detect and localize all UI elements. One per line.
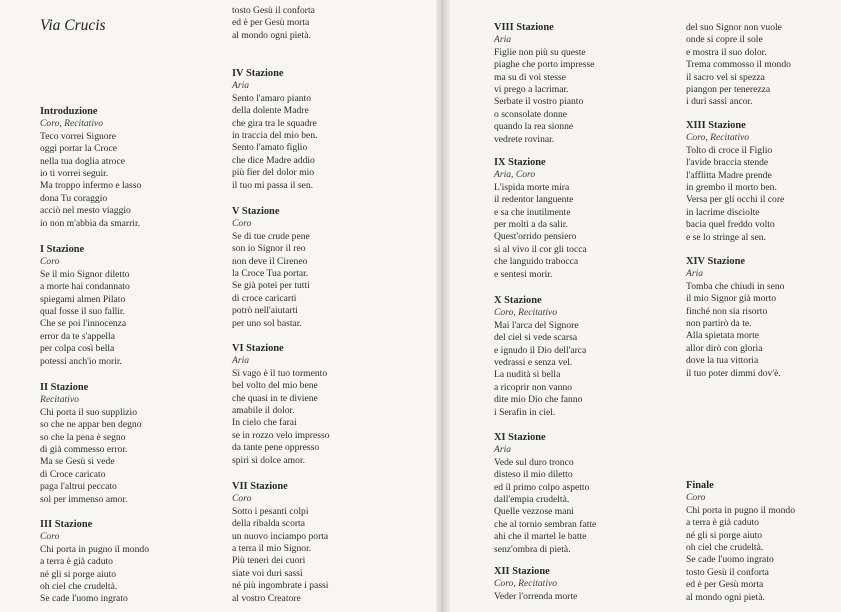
section-s2 [40,382,215,506]
verse-line: dite mio Dio che fanno [494,394,583,406]
verse-line: che gira tra le squadre [232,117,317,129]
section-s3cont [232,5,407,42]
verse-line: Se cade l'uomo ingrato [686,554,774,566]
verse-line: dove la tua vittoria [686,355,759,367]
section-heading: X Stazione [494,295,542,306]
verse-line: il sacro vel si spezza [686,71,765,83]
verse-line: io ti vorrei seguir. [40,168,109,180]
verse-line: il redentor languente [494,194,574,206]
verse-line: al mondo ogni pietà. [686,591,765,603]
verse-line: Se già potei per tutti [232,280,310,292]
verse-line: so che ne appar ben degno [40,419,142,431]
verse-line: piaghe che porto impresse [494,59,595,71]
verse-line: tosto Gesù il conforta [232,5,315,16]
verse-line: che al tornio sembran fatte [494,518,597,530]
verse-line: Che se poi l'innocenza [40,318,127,330]
section-subtitle: Coro [40,256,60,268]
section-s6 [232,343,407,467]
section-subtitle: Aria [232,80,250,92]
verse-line: per uno sol bastar. [232,317,302,329]
verse-line: i duri sassi ancor. [686,96,753,108]
verse-line: del suo Signor non vuole [686,22,782,33]
section-s3 [40,519,215,606]
verse-line: Veder l'orrenda morte [494,590,578,602]
section-heading: XIII Stazione [686,120,746,131]
verse-line: In cielo che farai [232,417,297,429]
verse-line: Sento l'amato figlio [232,142,308,154]
section-heading: III Stazione [40,519,93,530]
verse-line: la Croce Tua portar. [232,268,309,280]
verse-line: a morte hai condannato [40,281,130,293]
verse-line: dona Tu coraggio [40,192,108,204]
verse-line: ahi che il martel le batte [494,531,587,543]
verse-line: quando la rea sionne [494,121,574,133]
verse-line: oggi portar la Croce [40,143,117,155]
verse-line: bacia quel freddo volto [686,219,775,231]
verse-line: della dolente Madre [232,105,309,117]
verse-line: L'ispida morte mira [494,181,570,193]
verse-line: a ricoprir non vanno [494,381,573,393]
section-subtitle: Aria [232,355,250,367]
verse-line: a terra il mio Signor. [232,543,312,555]
verse-line: in grembo il morto ben. [686,182,777,194]
verse-line: Serbate il vostro pianto [494,96,584,108]
verse-line: di Croce caricato [40,468,106,480]
verse-line: né più ingombrate i passi [232,580,329,592]
section-finale [686,480,841,604]
section-heading: V Stazione [232,206,280,217]
section-heading: VIII Stazione [494,22,554,33]
verse-line: ma su di voi stesse [494,71,566,83]
verse-line: non partirò da te. [686,318,752,330]
verse-line: della ribalda scorta [232,518,305,530]
verse-line: Più teneri dei cuori [232,555,306,567]
verse-line: so che la pena è segno [40,431,126,443]
verse-line: Teco vorrei Signore [40,130,117,142]
verse-line: Chi porta in pugno il mondo [686,504,795,516]
verse-line: paga l'altrui peccato [40,481,117,493]
section-heading: XI Stazione [494,432,546,443]
verse-line: nella tua doglia atroce [40,155,125,167]
verse-line: spiri sì dolce amor. [232,454,306,466]
verse-line: spiegami almen Pilato [40,293,126,305]
verse-line: di croce caricarti [232,292,297,304]
verse-line: Se il mio Signor diletto [40,268,130,280]
verse-line: onde si copre il sole [686,34,763,46]
verse-line: ed è per Gesù morta [686,579,764,591]
book-gutter [436,0,450,612]
section-heading: Finale [686,480,714,491]
verse-line: sol per immenso amor. [40,493,128,505]
verse-line: Se di tue crude pene [232,230,310,242]
verse-line: piangon per tenerezza [686,84,771,96]
verse-line: Chi porta il suo supplizio [40,406,138,418]
section-s13 [686,120,841,244]
verse-line: e sa che inutilmente [494,206,571,218]
verse-line: Ma se Gesù si vede [40,456,115,468]
verse-line: Versa per gli occhi il core [686,194,785,206]
verse-line: amabile il dolor. [232,405,295,417]
verse-line: son io Signor il reo [232,243,306,255]
verse-line: non deve il Cireneo [232,255,308,267]
section-intro [40,106,215,230]
section-s8 [494,22,669,146]
verse-line: per colpa così bella [40,343,115,355]
verse-line: e sentesi morir. [494,268,553,280]
section-heading: XII Stazione [494,566,550,577]
section-heading: IV Stazione [232,68,284,79]
verse-line: di già commesso error. [40,444,128,456]
section-heading: II Stazione [40,382,89,393]
verse-line: vedrassi e senza vel. [494,357,573,369]
section-s14 [686,256,841,380]
section-subtitle: Coro, Recitativo [686,132,750,144]
verse-line: qual fosse il suo fallir. [40,306,125,318]
verse-line: più fier del dolor mio [232,167,315,179]
section-s12 [494,566,669,603]
section-subtitle: Recitativo [40,394,79,406]
verse-line: allor dirò con gloria [686,342,763,354]
verse-line: Sento l'amaro pianto [232,92,311,104]
section-heading: VII Stazione [232,481,288,492]
verse-line: vedrete rovinar. [494,133,555,145]
section-subtitle: Coro, Recitativo [494,307,558,319]
verse-line: dall'empia crudeltà. [494,494,570,506]
verse-line: Se cade l'uomo ingrato [40,593,128,605]
verse-line: oh ciel che crudeltà. [40,581,118,593]
section-s11 [494,432,669,556]
verse-line: tosto Gesù il conforta [686,566,769,578]
verse-line: Sotto i pesanti colpi [232,505,309,517]
verse-line: l'avide braccia stende [686,157,769,169]
verse-line: né gli si porge aiuto [686,529,763,541]
verse-line: bel volto del mio bene [232,380,318,392]
verse-line: ed il primo colpo aspetto [494,481,590,493]
verse-line: per molti a da salir. [494,219,568,231]
section-subtitle: Aria [494,34,512,46]
verse-line: che quasi in te diviene [232,392,318,404]
section-heading: Introduzione [40,106,98,117]
verse-line: vi prego a lacrimar. [494,84,569,96]
verse-line: La nudità sì bella [494,369,561,381]
section-heading: XIV Stazione [686,256,745,267]
verse-line: che languido trabocca [494,256,579,268]
section-s5 [232,206,407,330]
verse-line: potessi anch'io morir. [40,355,122,367]
verse-line: Ma troppo infermo e lasso [40,180,142,192]
verse-line: Quest'orrido pensiero [494,231,577,243]
verse-line: Trema commosso il mondo [686,59,791,71]
verse-line: se in rozzo velo impresso [232,429,330,441]
section-s10 [494,295,669,419]
page-fold [446,120,455,160]
verse-line: il tuo poter dimmi dov'è. [686,367,781,379]
verse-line: Chi porta in pugno il mondo [40,543,149,555]
verse-line: potrò nell'aiutarti [232,305,298,317]
verse-line: o sconsolate donne [494,108,568,120]
verse-line: i Serafin in ciel. [494,406,556,418]
section-subtitle: Coro [232,218,252,230]
verse-line: Tolto di croce il Figlio [686,144,773,156]
verse-line: a terra è già caduto [40,556,113,568]
section-heading: I Stazione [40,244,85,255]
verse-line: sì al vivo il cor gli tocca [494,243,587,255]
verse-line: disteso il mio diletto [494,469,573,481]
section-subtitle: Aria [494,444,512,456]
verse-line: senz'ombra di pietà. [494,543,571,555]
verse-line: Mai l'arca del Signore [494,319,579,331]
section-heading: IX Stazione [494,157,546,168]
verse-line: al mondo ogni pietà. [232,29,311,41]
verse-line: né gli si porge aiuto [40,568,117,580]
verse-line: Vede sul duro tronco [494,456,574,468]
verse-line: il mio Signor già morto [686,293,777,305]
section-s7 [232,481,407,605]
section-s4 [232,68,407,192]
section-s9 [494,157,669,281]
verse-line: acciò nel mesto viaggio [40,205,131,217]
verse-line: l'afflitta Madre prende [686,169,772,181]
verse-line: error da te s'appella [40,330,115,342]
section-subtitle: Coro, Recitativo [40,118,104,130]
verse-line: del ciel si vede scarsa [494,332,578,344]
verse-line: oh ciel che crudeltà. [686,542,764,554]
verse-line: al vostro Creatore [232,592,301,604]
verse-line: ed è per Gesù morta [232,17,310,29]
verse-line: da tante pene oppresso [232,442,320,454]
verse-line: Quelle vezzose mani [494,506,574,518]
verse-line: e ignudo il Dio dell'arca [494,344,587,356]
section-subtitle: Coro, Recitativo [494,578,558,590]
section-subtitle: Coro [232,493,252,505]
verse-line: e mostra il suo dolor. [686,46,767,58]
verse-line: siate voi duri sassi [232,567,303,579]
verse-line: Tomba che chiudi in seno [686,280,785,292]
verse-line: che dice Madre addio [232,154,315,166]
section-subtitle: Coro [40,531,60,543]
section-subtitle: Aria [686,268,704,280]
verse-line: in traccia del mio ben. [232,130,318,142]
verse-line: in lacrime disciolte [686,206,760,218]
verse-line: un nuovo inciampo porta [232,530,329,542]
verse-line: Sì vago è il tuo tormento [232,367,328,379]
section-heading: VI Stazione [232,343,284,354]
section-s12cont [686,22,841,109]
section-subtitle: Aria, Coro [494,169,536,181]
verse-line: finché non sia risorto [686,305,768,317]
verse-line: a terra è già caduto [686,517,759,529]
verse-line: e se lo stringe al sen. [686,231,766,243]
booklet-title: Via Crucis [40,17,106,34]
verse-line: io non m'abbia da smarrir. [40,217,141,229]
verse-line: Figlie non più su queste [494,46,586,58]
verse-line: il tuo mi passa il sen. [232,179,314,191]
verse-line: Alla spietata morte [686,330,759,342]
section-subtitle: Coro [686,492,706,504]
section-s1 [40,244,215,368]
